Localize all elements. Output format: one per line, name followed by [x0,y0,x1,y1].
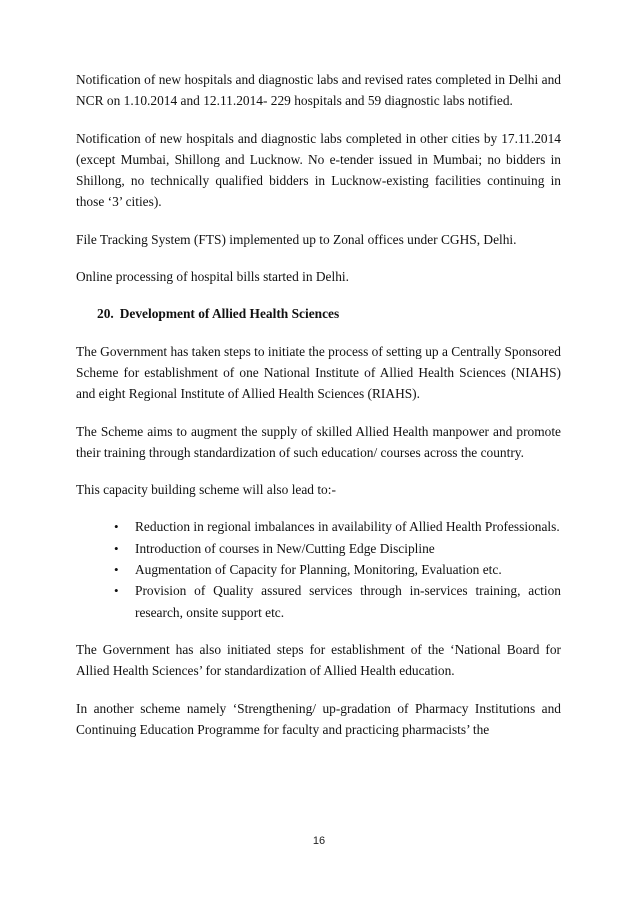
section-number: 20. [97,306,114,322]
list-item-text: Provision of Quality assured services through in-services training, action research, onsite support etc. [135,583,561,620]
paragraph-file-tracking-system: File Tracking System (FTS) implemented up to Zonal offices under CGHS, Delhi. [76,231,517,247]
bullet-icon: • [114,519,119,535]
page-body [76,69,561,756]
section-title: Development of Allied Health Sciences [119,306,340,322]
paragraph-scheme-aims: The Scheme aims to augment the supply of skilled Allied Health manpower and promote their training through standardization of such education/ courses across the country. [76,423,561,460]
paragraph-pharmacy-scheme: In another scheme namely ‘Strengthening/ up-gradation of Pharmacy Institutions and Continuing Education Programme for faculty and practicing pharmacists’ the [76,700,561,737]
page-number: 16 [312,835,326,847]
paragraph-online-processing: Online processing of hospital bills started in Delhi. [76,269,349,285]
list-item-text: Augmentation of Capacity for Planning, Monitoring, Evaluation etc. [135,562,502,578]
paragraph-national-board: The Government has also initiated steps for establishment of the ‘National Board for Allied Health Sciences’ for standardization of Allied Health education. [76,641,561,679]
paragraph-capacity-building-intro: This capacity building scheme will also lead to:- [76,482,336,498]
list-item-text: Introduction of courses in New/Cutting Edge Discipline [135,540,435,556]
list-item-text: Reduction in regional imbalances in availability of Allied Health Professionals. [135,519,560,535]
bullet-icon: • [114,540,119,556]
paragraph-scheme-setup: The Government has taken steps to initiate the process of setting up a Centrally Sponsored Scheme for establishment of one National Institute of Allied Health Sciences (NIAHS) and eight Regional Institute of Allied Health Sciences (RIAHS). [76,343,561,402]
list-item [76,559,561,580]
bullet-list [76,516,561,622]
section-heading [97,303,561,324]
list-item [76,538,561,559]
list-item [76,516,561,537]
bullet-icon: • [114,562,119,578]
paragraph-delhi-ncr-notification: Notification of new hospitals and diagnostic labs and revised rates completed in Delhi and NCR on 1.10.2014 and 12.11.2014- 229 hospitals and 59 diagnostic labs notified. [76,72,561,109]
list-item [76,580,561,623]
paragraph-other-cities-notification: Notification of new hospitals and diagnostic labs completed in other cities by 17.11.2014 (except Mumbai, Shillong and Lucknow. No e-tender issued in Mumbai; no bidders in Shillong, no technically qualified bidders in Lucknow-existing facilities continuing in those ‘3’ cities). [76,130,561,210]
bullet-icon: • [114,583,119,599]
